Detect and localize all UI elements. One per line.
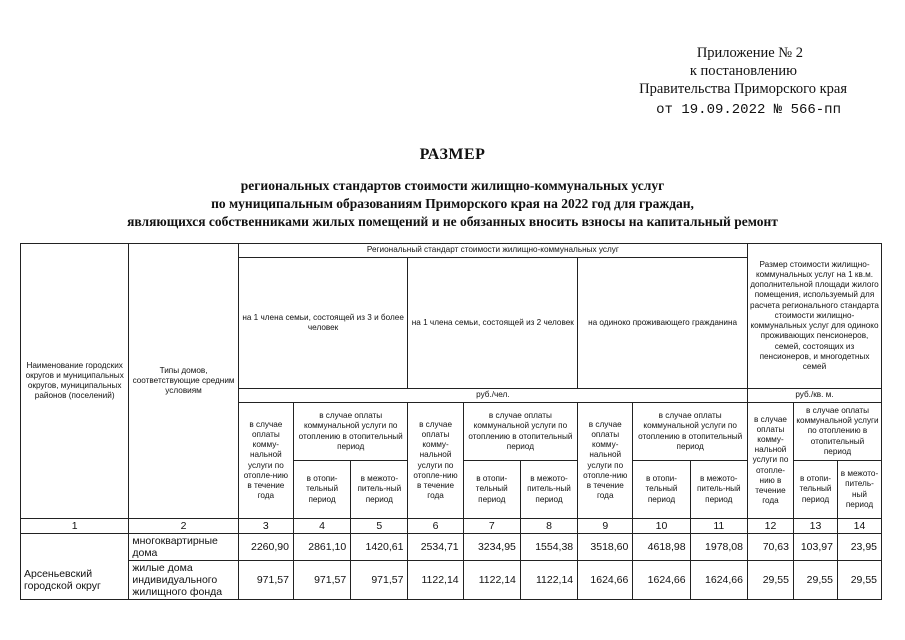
region-cell-top: [21, 534, 129, 561]
value-cell: 1122,14: [408, 561, 463, 600]
value-cell: 971,57: [293, 561, 350, 600]
appendix-date-line: от 19.09.2022 № 566-пп: [656, 102, 841, 118]
column-number: 10: [633, 519, 690, 534]
header-family-3: на 1 члена семьи, состоящей из 3 и более человек: [238, 258, 408, 389]
value-cell: 1624,66: [690, 561, 747, 600]
header-house-type: Типы домов, соответствующие средним условиям: [129, 244, 238, 519]
column-number: 11: [690, 519, 747, 534]
header-case-heat-1: в случае оплаты коммунальной услуги по отоплению в отопительный период: [633, 403, 748, 461]
value-cell: 2260,90: [238, 534, 293, 561]
header-heating-period: в отопи-тельный период: [463, 461, 520, 519]
header-interheating-period: в межото-питель-ный период: [351, 461, 408, 519]
value-cell: 29,55: [837, 561, 881, 600]
header-sqm-cost: Размер стоимости жилищно-коммунальных услуг на 1 кв.м. дополнительной площади жилого помещения, используемый для расчета регионального стандарта стоимости жилищно-коммунальных услуг для одиноко проживающих пенсионеров, семей, состоящих из пенсионеров, и многодетных семей: [747, 244, 881, 389]
header-unit-person: руб./чел.: [238, 389, 747, 403]
header-case-heat-2: в случае оплаты коммунальной услуги по отоплению в отопительный период: [463, 403, 578, 461]
table-row: [21, 534, 882, 561]
value-cell: 3234,95: [463, 534, 520, 561]
header-case-year-1: в случае оплаты комму-нальной услуги по отопле-нию в течение года: [578, 403, 633, 519]
document-subtitle: [0, 177, 905, 231]
value-cell: 1978,08: [690, 534, 747, 561]
region-name-cell: Арсеньевский городской округ: [21, 561, 129, 600]
column-number: 1: [21, 519, 129, 534]
value-cell: 3518,60: [578, 534, 633, 561]
appendix-line-3: Правительства Приморского края: [639, 81, 847, 97]
value-cell: 70,63: [747, 534, 793, 561]
value-cell: 971,57: [238, 561, 293, 600]
header-case-heat-3: в случае оплаты коммунальной услуги по отоплению в отопительный период: [293, 403, 408, 461]
column-number: 6: [408, 519, 463, 534]
column-number-row: [21, 519, 882, 534]
column-number: 9: [578, 519, 633, 534]
column-number: 13: [793, 519, 837, 534]
header-interheating-period: в межото-питель-ный период: [520, 461, 577, 519]
value-cell: 1624,66: [578, 561, 633, 600]
header-heating-period: в отопи-тельный период: [793, 461, 837, 519]
appendix-block: [547, 44, 847, 119]
value-cell: 1122,14: [463, 561, 520, 600]
header-case-heat-sqm: в случае оплаты коммунальной услуги по отоплению в отопительный период: [793, 403, 881, 461]
value-cell: 2534,71: [408, 534, 463, 561]
column-number: 4: [293, 519, 350, 534]
appendix-line-2: к постановлению: [689, 63, 797, 79]
header-case-year-sqm: в случае оплаты комму-нальной услуги по отопле-нию в течение года: [747, 403, 793, 519]
appendix-line-1: Приложение № 2: [696, 45, 803, 61]
value-cell: 1624,66: [633, 561, 690, 600]
value-cell: 23,95: [837, 534, 881, 561]
header-family-2: на 1 члена семьи, состоящей из 2 человек: [408, 258, 578, 389]
value-cell: 971,57: [351, 561, 408, 600]
house-type-cell: многоквартирные дома: [129, 534, 238, 561]
column-number: 12: [747, 519, 793, 534]
document-title: РАЗМЕР: [419, 146, 486, 163]
column-number: 2: [129, 519, 238, 534]
value-cell: 2861,10: [293, 534, 350, 561]
value-cell: 29,55: [747, 561, 793, 600]
header-case-year-3: в случае оплаты комму-нальной услуги по отопле-нию в течение года: [238, 403, 293, 519]
subtitle-line-2: по муниципальным образованиям Приморского края на 2022 год для граждан,: [211, 196, 694, 211]
column-number: 8: [520, 519, 577, 534]
house-type-cell: жилые дома индивидуального жилищного фонда: [129, 561, 238, 600]
header-regional-standard: Региональный стандарт стоимости жилищно-коммунальных услуг: [238, 244, 747, 258]
header-interheating-period: в межото-питель-ный период: [690, 461, 747, 519]
header-region-name: Наименование городских округов и муниципальных округов, муниципальных районов (поселений): [21, 244, 129, 519]
column-number: 14: [837, 519, 881, 534]
value-cell: 1122,14: [520, 561, 577, 600]
header-case-year-2: в случае оплаты комму-нальной услуги по отопле-нию в течение года: [408, 403, 463, 519]
value-cell: 29,55: [793, 561, 837, 600]
header-single: на одиноко проживающего гражданина: [578, 258, 748, 389]
header-heating-period: в отопи-тельный период: [633, 461, 690, 519]
header-interheating-period: в межото-питель-ный период: [837, 461, 881, 519]
value-cell: 1420,61: [351, 534, 408, 561]
column-number: 3: [238, 519, 293, 534]
header-heating-period: в отопи-тельный период: [293, 461, 350, 519]
value-cell: 103,97: [793, 534, 837, 561]
header-unit-sqm: руб./кв. м.: [747, 389, 881, 403]
column-number: 7: [463, 519, 520, 534]
subtitle-line-1: региональных стандартов стоимости жилищно-коммунальных услуг: [240, 178, 665, 193]
value-cell: 4618,98: [633, 534, 690, 561]
standards-table: [20, 243, 882, 600]
subtitle-line-3: являющихся собственниками жилых помещений и не обязанных вносить взносы на капитальный ремонт: [127, 214, 778, 229]
value-cell: 1554,38: [520, 534, 577, 561]
table-row: [21, 561, 882, 600]
column-number: 5: [351, 519, 408, 534]
